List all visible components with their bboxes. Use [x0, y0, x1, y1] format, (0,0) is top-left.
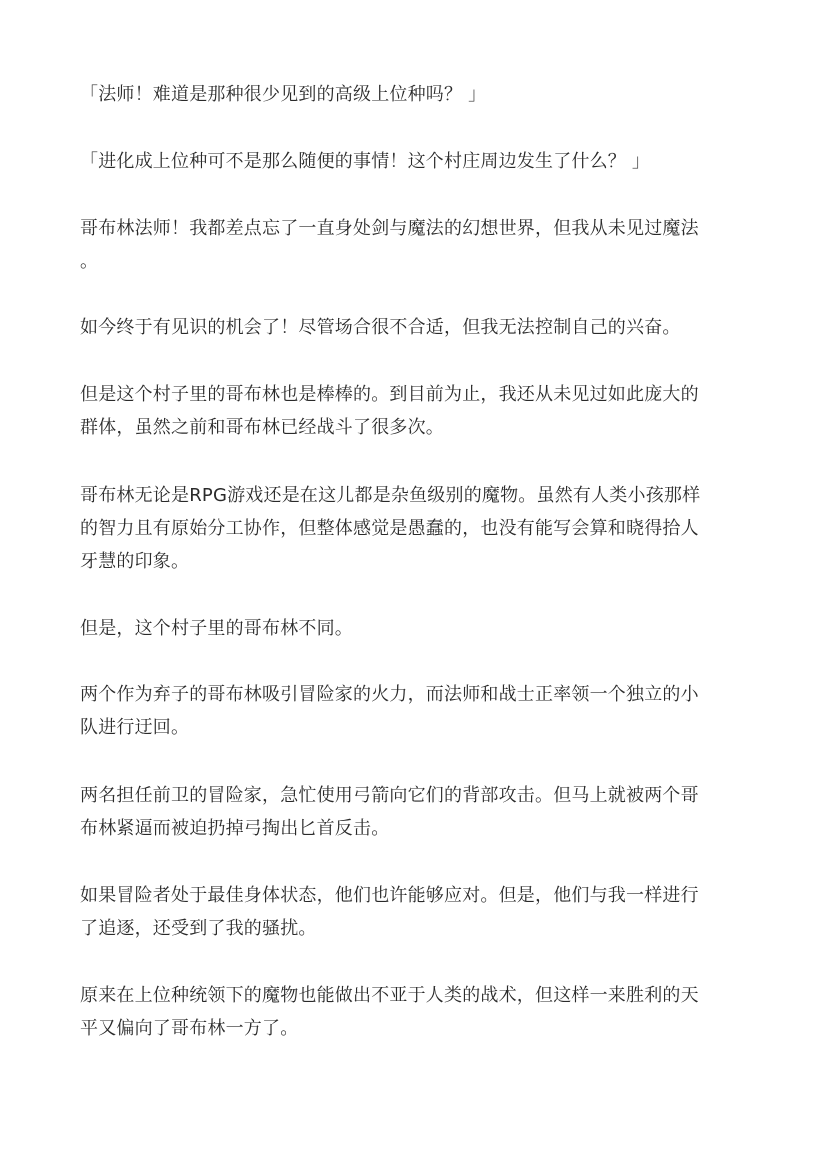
paragraph-10: 如果冒险者处于最佳身体状态，他们也许能够应对。但是，他们与我一样进行 了追逐，还受到了我的骚扰。: [80, 885, 699, 939]
paragraph-7: 但是，这个村子里的哥布林不同。: [80, 618, 353, 639]
paragraph-5: 但是这个村子里的哥布林也是棒棒的。到目前为止，我还从未见过如此庞大的 群体，虽然之前和哥布林已经战斗了很多次。: [80, 384, 699, 438]
paragraph-2: 「进化成上位种可不是那么随便的事情！这个村庄周边发生了什么？ 」: [80, 151, 651, 172]
paragraph-8: 两个作为弃子的哥布林吸引冒险家的火力，而法师和战士正率领一个独立的小 队进行迂回。: [80, 684, 699, 738]
paragraph-4: 如今终于有见识的机会了！尽管场合很不合适，但我无法控制自己的兴奋。: [80, 317, 681, 338]
paragraph-9: 两名担任前卫的冒险家，急忙使用弓箭向它们的背部攻击。但马上就被两个哥 布林紧逼而被迫扔掉弓掏出匕首反击。: [80, 785, 699, 839]
paragraph-3: 哥布林法师！我都差点忘了一直身处剑与魔法的幻想世界，但我从未见过魔法 。: [80, 218, 699, 272]
paragraph-1: 「法师！难道是那种很少见到的高级上位种吗？ 」: [80, 84, 487, 105]
paragraph-11: 原来在上位种统领下的魔物也能做出不亚于人类的战术，但这样一来胜利的天 平又偏向了哥布林一方了。: [80, 985, 699, 1039]
paragraph-6: 哥布林无论是RPG游戏还是在这儿都是杂鱼级别的魔物。虽然有人类小孩那样 的智力且有原始分工协作，但整体感觉是愚蠢的，也没有能写会算和晓得拾人 牙慧的印象。: [80, 485, 701, 572]
